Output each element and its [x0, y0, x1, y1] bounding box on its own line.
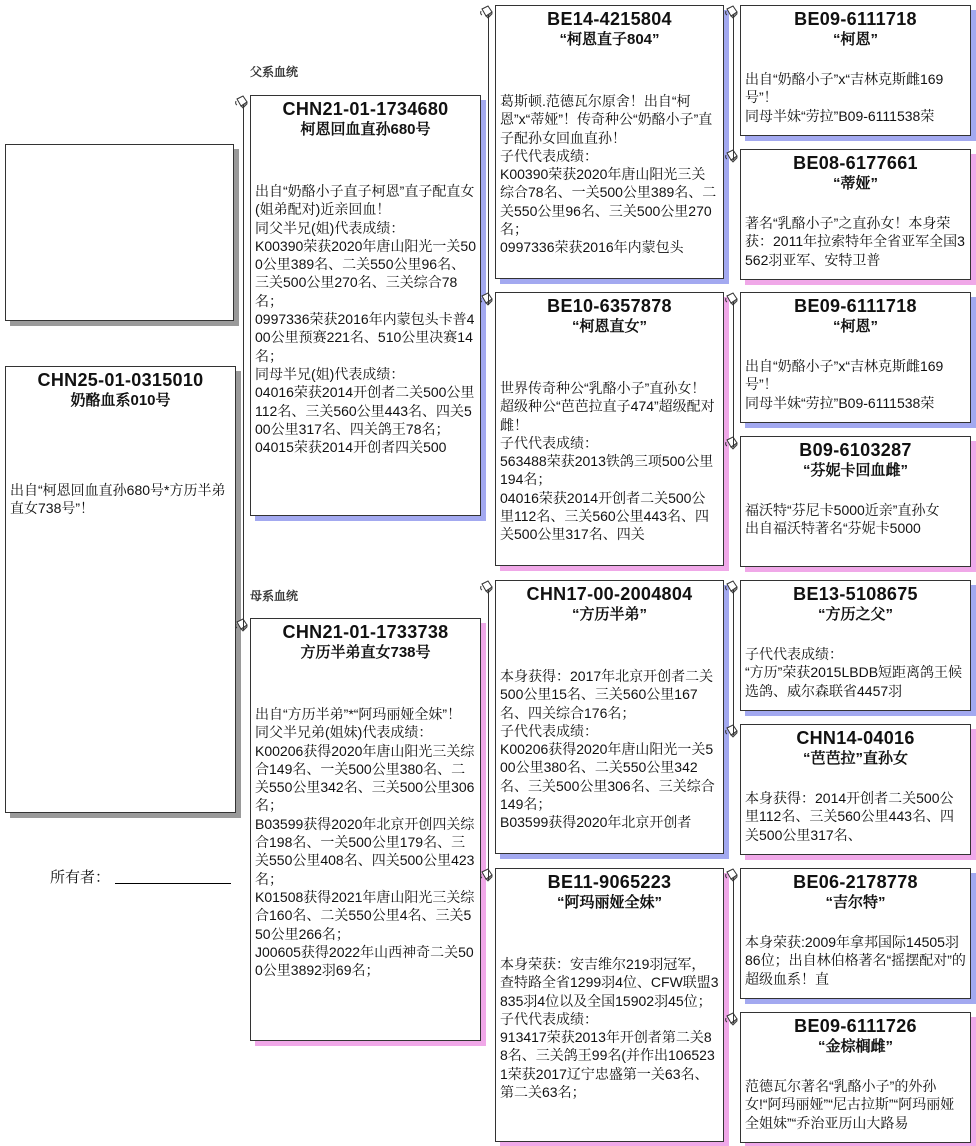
ring-number: BE13-5108675 — [793, 584, 918, 604]
edit-bucket-icon[interactable] — [480, 5, 494, 19]
edit-bucket-icon[interactable] — [480, 292, 494, 306]
ring-number: BE06-2178778 — [793, 872, 918, 892]
bird-description: 葛斯顿.范德瓦尔原舍！出自“柯恩”x“蒂娅”！传奇种公“奶酪小子”直子配孙女回血直孙！ 子代代表成绩： K00390荣获2020年唐山阳光三关综合78名、一关500公里389名、二关550公里96名、三关500公里270名； 0997336荣获2016年内蒙包头 — [500, 93, 717, 256]
connector-line — [733, 878, 734, 1023]
grandparent-box[interactable] — [495, 292, 724, 566]
connector-line — [488, 590, 489, 880]
ring-number: CHN21-01-1734680 — [282, 99, 449, 119]
bird-name: “柯恩” — [832, 318, 878, 335]
ring-number: CHN14-04016 — [796, 728, 915, 748]
ring-number: BE14-4215804 — [547, 9, 672, 29]
edit-bucket-icon[interactable] — [725, 868, 739, 882]
subject-ring: CHN25-01-0315010 — [37, 370, 204, 390]
bird-description: 子代代表成绩： “方历”荣获2015LBDB短距离鸽王候选鸽、威尔森联省4457羽 — [745, 646, 963, 699]
edit-bucket-icon[interactable] — [725, 580, 739, 594]
owner-field[interactable] — [115, 883, 231, 884]
bird-description: 著名“乳酪小子”之直孙女！本身荣获：2011年拉索特年全省亚军全国3562羽亚军、安特卫普 — [745, 215, 965, 268]
subject-name: 奶酪血系010号 — [70, 392, 171, 409]
ring-number: B09-6103287 — [799, 440, 912, 460]
bird-description: 范德瓦尔著名“乳酪小子”的外孙女!“阿玛丽娅”“尼古拉斯”“阿玛丽娅全姐妹”“乔治亚历山大路易 — [745, 1078, 955, 1131]
great-grandparent-box[interactable] — [740, 724, 971, 855]
bird-description: 本身荣获：安吉维尔219羽冠军，查特路全省1299羽4位、CFW联盟3835羽4位以及全国15902羽45位； 子代代表成绩： 913417荣获2013年开创者第二关88名、三关鸽王99名(并作出1065231荣获2017辽宁忠盛第一关63名、第二关63名； — [500, 956, 719, 1101]
subject-desc: 出自“柯恩回血直孙680号*方历半弟直女738号”！ — [10, 482, 226, 517]
grandparent-box[interactable] — [495, 580, 724, 854]
great-grandparent-box[interactable] — [740, 5, 971, 136]
great-grandparent-box[interactable] — [740, 580, 971, 711]
ring-number: BE09-6111718 — [794, 9, 917, 29]
bird-name: “方历之父” — [817, 606, 893, 623]
edit-bucket-icon[interactable] — [480, 580, 494, 594]
photo-box — [5, 144, 234, 321]
bird-name: “柯恩” — [832, 31, 878, 48]
ring-number: BE09-6111726 — [794, 1016, 917, 1036]
subject-box — [5, 366, 236, 813]
bird-description: 本身获得：2017年北京开创者二关500公里15名、三关560公里167名、四关综合176名； 子代代表成绩： K00206获得2020年唐山阳光一关500公里380名、二关550公里342名、三关500公里306名、三关综合149名； B03599获得2020年北京开创者 — [500, 668, 715, 831]
edit-bucket-icon[interactable] — [725, 436, 739, 450]
bird-name: “芭芭拉”直孙女 — [802, 750, 908, 767]
great-grandparent-box[interactable] — [740, 149, 971, 280]
bird-name: “柯恩直女” — [571, 318, 647, 335]
bird-name: 柯恩回血直孙680号 — [300, 121, 431, 138]
edit-bucket-icon[interactable] — [725, 724, 739, 738]
connector-line — [733, 302, 734, 447]
bird-description: 世界传奇种公“乳酪小子”直孙女！超级种公“芭芭拉直子474”超级配对雌！ 子代代表成绩： 563488荣获2013铁鸽三项500公里194名； 04016荣获2014开创者二关500公里112名、三关560公里443名、四关500公里317名、四关 — [500, 380, 715, 543]
bird-name: “吉尔特” — [825, 894, 886, 911]
bird-description: 本身获得：2014开创者二关500公里112名、三关560公里443名、四关500公里317名、 — [745, 790, 955, 843]
bird-description: 本身荣获:2009年拿邦国际14505羽86位；出自林伯格著名“摇摆配对”的超级血系！直 — [745, 934, 966, 987]
sire-box[interactable] — [250, 95, 481, 516]
grandparent-box[interactable] — [495, 868, 724, 1142]
edit-bucket-icon[interactable] — [480, 868, 494, 882]
connector-line — [488, 15, 489, 305]
great-grandparent-box[interactable] — [740, 1012, 971, 1143]
great-grandparent-box[interactable] — [740, 292, 971, 423]
bird-name: “金棕榈雌” — [817, 1038, 893, 1055]
bird-description: 出自“方历半弟”*“阿玛丽娅全妹”！ 同父半兄弟(姐妹)代表成绩： K00206获得2020年唐山阳光三关综合149名、一关500公里380名、二关550公里342名、三关500公里306名； B03599获得2020年北京开创四关综合198名、一关500公里179名、三关550公里408名、四关500公里423名； K01508获得2021年唐山阳光三关综合160名、二关550公里4名、三关550公里266名； J00605获得2022年山西神奇二关500公里3892羽69名； — [255, 706, 475, 979]
bird-name: “阿玛丽娅全妹” — [556, 894, 662, 911]
bird-name: “方历半弟” — [571, 606, 647, 623]
bird-description: 出自“奶酪小子”x“吉林克斯雌169号”！ 同母半妹“劳拉”B09-6111538荣 — [745, 358, 944, 411]
ring-number: BE10-6357878 — [547, 296, 672, 316]
ring-number: BE08-6177661 — [793, 153, 918, 173]
grandparent-box[interactable] — [495, 5, 724, 279]
connector-line — [733, 590, 734, 735]
bird-description: 出自“奶酪小子直子柯恩”直子配直女(姐弟配对)近亲回血！ 同父半兄(姐)代表成绩： K00390荣获2020年唐山阳光一关500公里389名、二关550公里96名、三关500公里270名、三关综合78名； 0997336荣获2016年内蒙包头卡普400公里预赛221名、510公里决赛14名； 同母半兄(姐)代表成绩： 04016荣获2014开创者二关500公里112名、三关560公里443名、四关500公里317名、四关鸽王78名； 04015荣获2014开创者四关500 — [255, 183, 476, 456]
edit-bucket-icon[interactable] — [725, 292, 739, 306]
sire-section-label: 父系血统 — [250, 65, 299, 79]
bird-name: “柯恩直子804” — [559, 31, 660, 48]
great-grandparent-box[interactable] — [740, 436, 971, 567]
bird-name: “芬妮卡回血雌” — [802, 462, 908, 479]
great-grandparent-box[interactable] — [740, 868, 971, 999]
edit-bucket-icon[interactable] — [725, 5, 739, 19]
bird-description: 出自“奶酪小子”x“吉林克斯雌169号”！ 同母半妹“劳拉”B09-6111538荣 — [745, 71, 944, 124]
dam-box[interactable] — [250, 618, 481, 1041]
ring-number: CHN17-00-2004804 — [526, 584, 693, 604]
edit-bucket-icon[interactable] — [725, 1012, 739, 1026]
ring-number: BE11-9065223 — [547, 872, 672, 892]
connector-line — [733, 15, 734, 160]
connector-line — [243, 105, 244, 630]
edit-bucket-icon[interactable] — [235, 95, 249, 109]
edit-bucket-icon[interactable] — [725, 149, 739, 163]
owner-label: 所有者： — [50, 869, 111, 886]
bird-description: 福沃特“芬尼卡5000近亲”直孙女 出自福沃特著名“芬妮卡5000 — [745, 502, 940, 537]
ring-number: CHN21-01-1733738 — [282, 622, 449, 642]
ring-number: BE09-6111718 — [794, 296, 917, 316]
bird-name: 方历半弟直女738号 — [300, 644, 431, 661]
bird-name: “蒂娅” — [832, 175, 878, 192]
edit-bucket-icon[interactable] — [235, 618, 249, 632]
dam-section-label: 母系血统 — [250, 589, 299, 603]
